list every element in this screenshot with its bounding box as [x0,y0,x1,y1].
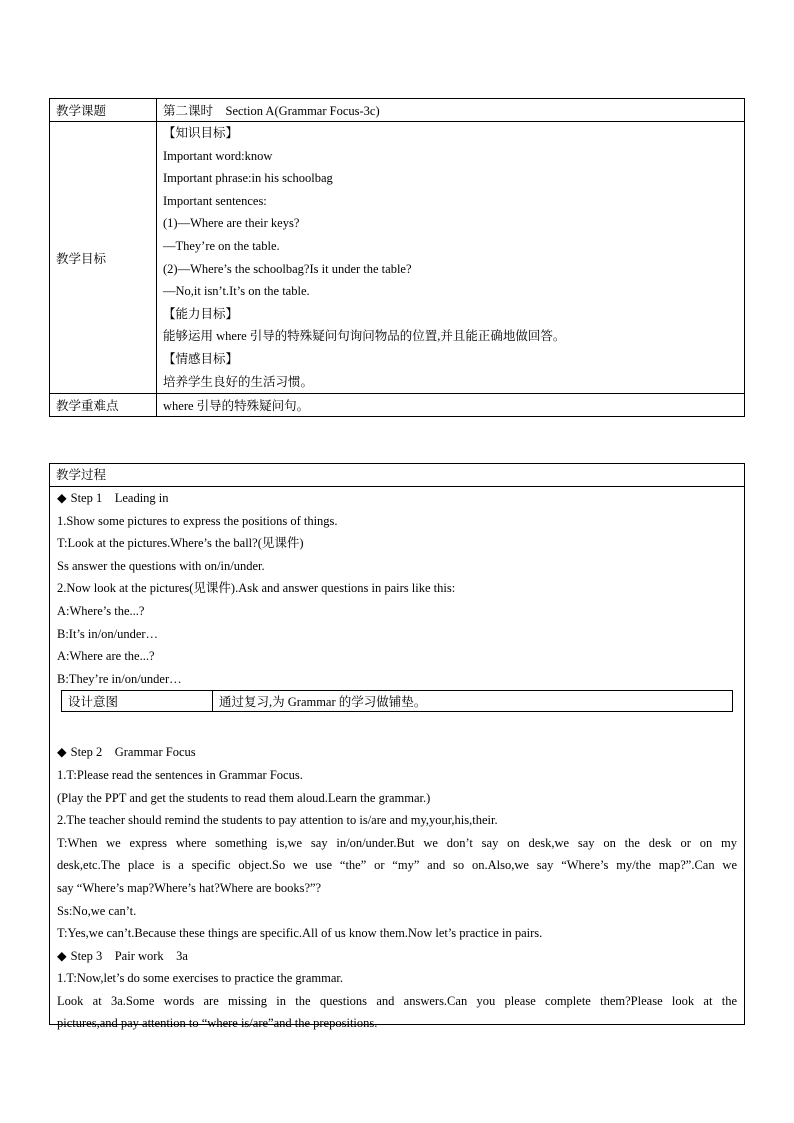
step2-line: T:Yes,we can’t.Because these things are specific.All of us know them.Now let’s practice in pairs. [57,926,543,941]
design-intent-label: 设计意图 [62,691,213,712]
step2-title-text: Step 2 Grammar Focus [70,745,196,760]
step1-line: A:Where are the...? [57,649,155,664]
topic-row [50,99,745,122]
step2-line: desk,etc.The place is a specific object.So we use “the” or “my” and so on.Also,we say “Where’s my/the map?”.Can we [57,858,737,873]
topic-label: 教学课题 [50,99,157,122]
objective-line: (1)—Where are their keys? [163,216,300,231]
objective-line: 能够运用 where 引导的特殊疑问句询问物品的位置,并且能正确地做回答。 [163,329,566,344]
objective-line: Important phrase:in his schoolbag [163,171,333,186]
step1-line: B:They’re in/on/under… [57,671,182,686]
step2-line: 1.T:Please read the sentences in Grammar Focus. [57,767,303,782]
step3-line: Look at 3a.Some words are missing in the questions and answers.Can you please complete them?Please look at the [57,993,737,1008]
objective-line: 【知识目标】 [163,126,239,140]
objectives-label: 教学目标 [50,122,157,394]
key-points-row [50,394,745,417]
objective-line: 培养学生良好的生活习惯。 [163,374,314,389]
step1-line: B:It’s in/on/under… [57,626,159,641]
step2-line: Ss:No,we can’t. [57,903,137,918]
step1-title-text: Step 1 Leading in [70,491,169,505]
objective-line: —They’re on the table. [163,238,280,253]
step1-line: 1.Show some pictures to express the positions of things. [57,513,338,528]
objective-line: Important word:know [163,148,273,163]
step2-line: say “Where’s map?Where’s hat?Where are books?”? [57,880,322,895]
step1-line: A:Where’s the...? [57,603,145,618]
design-intent-table [61,690,733,712]
objective-line: 【能力目标】 [163,306,239,321]
step2-title [57,741,737,764]
objectives-content [157,122,745,394]
topic-value: 第二课时 Section A(Grammar Focus-3c) [157,99,745,122]
key-points-value: where 引导的特殊疑问句。 [157,394,745,417]
step2-line: T:When we express where something is,we say in/on/under.But we don’t say on desk,we say on the desk or on my [57,835,737,850]
step1-title [57,487,737,510]
step1-line: T:Look at the pictures.Where’s the ball?(见课件) [57,536,304,551]
objective-line: 【情感目标】 [163,351,239,366]
step1-line: 2.Now look at the pictures(见课件).Ask and answer questions in pairs like this: [57,581,456,596]
process-heading: 教学过程 [50,464,744,487]
process-content [50,487,744,1035]
step3-title [57,945,737,968]
step3-title-text: Step 3 Pair work 3a [70,948,188,963]
step1-line: Ss answer the questions with on/in/under. [57,558,265,573]
diamond-bullet-icon: ◆ [57,948,67,963]
design-intent-value: 通过复习,为 Grammar 的学习做铺垫。 [213,691,733,712]
diamond-bullet-icon: ◆ [57,491,67,505]
step2-line: (Play the PPT and get the students to read them aloud.Learn the grammar.) [57,790,431,805]
step2-line: 2.The teacher should remind the students to pay attention to is/are and my,your,his,their. [57,813,498,828]
step3-line: 1.T:Now,let’s do some exercises to practice the grammar. [57,971,343,986]
step3-line: pictures,and pay attention to “where is/are”and the prepositions. [57,1016,378,1031]
teaching-process-box [49,463,745,1031]
objective-line: Important sentences: [163,193,267,208]
objective-line: (2)—Where’s the schoolbag?Is it under the table? [163,261,412,276]
objectives-row [50,122,745,394]
objective-line: —No,it isn’t.It’s on the table. [163,284,310,299]
key-points-label: 教学重难点 [50,394,157,417]
lesson-info-table [49,98,745,417]
diamond-bullet-icon: ◆ [57,745,67,760]
